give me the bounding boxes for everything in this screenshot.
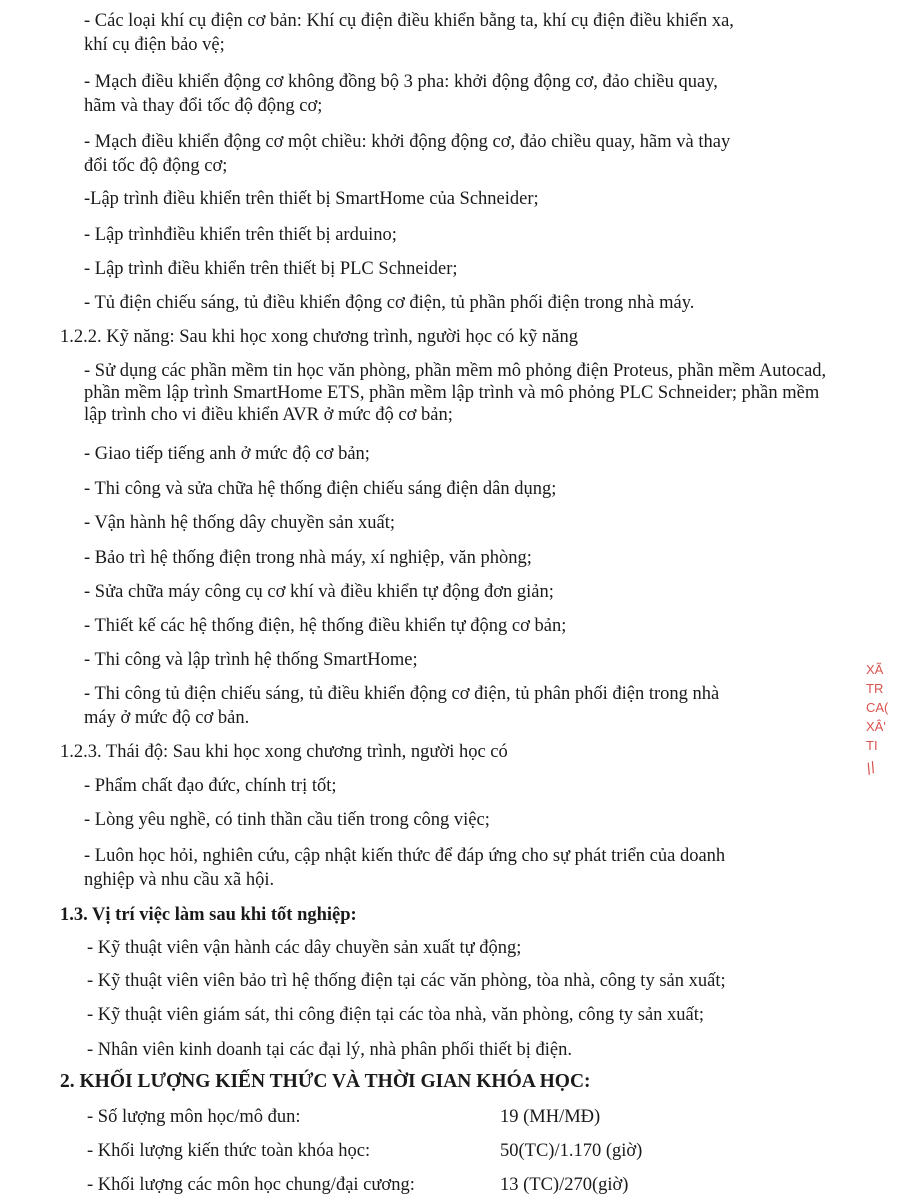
stamp-text: CA( (866, 700, 889, 715)
stamp-text: TI (866, 738, 878, 753)
red-stamp-fragment (866, 660, 902, 810)
knowledge-item: -Lập trình điều khiển trên thiết bị SmartHome của Schneider; (84, 189, 539, 209)
skills-item: máy ở mức độ cơ bản. (84, 708, 250, 728)
skills-item: - Bảo trì hệ thống điện trong nhà máy, xí nghiệp, văn phòng; (84, 548, 532, 568)
attitude-heading: 1.2.3. Thái độ: Sau khi học xong chương trình, người học có (60, 742, 508, 762)
knowledge-item: - Tủ điện chiếu sáng, tủ điều khiển động cơ điện, tủ phần phối điện trong nhà máy. (84, 293, 695, 313)
job-item: - Nhân viên kinh doanh tại các đại lý, nhà phân phối thiết bị điện. (87, 1040, 572, 1060)
knowledge-item: đổi tốc độ động cơ; (84, 156, 228, 176)
knowledge-item: - Lập trìnhđiều khiển trên thiết bị arduino; (84, 225, 397, 245)
knowledge-item: - Các loại khí cụ điện cơ bản: Khí cụ điện điều khiển bằng ta, khí cụ điện điều khiển xa, (84, 11, 734, 31)
stamp-mark: // (864, 759, 879, 779)
volume-row-label: - Số lượng môn học/mô đun: (87, 1107, 301, 1127)
knowledge-item: - Mạch điều khiển động cơ không đồng bộ 3 pha: khởi động động cơ, đảo chiều quay, (84, 72, 718, 92)
volume-row (87, 1140, 787, 1162)
skills-item: - Vận hành hệ thống dây chuyền sản xuất; (84, 513, 395, 533)
skills-item: - Giao tiếp tiếng anh ở mức độ cơ bản; (84, 444, 370, 464)
volume-row (87, 1106, 787, 1128)
stamp-text: TR (866, 681, 884, 696)
skills-item: - Sử dụng các phần mềm tin học văn phòng, phần mềm mô phỏng điện Proteus, phần mềm Autocad, phần mềm lập trình SmartHome ETS, phần mềm lập trình và mô phỏng PLC Schneider; phần mềm lập trình cho vi điều khiển AVR ở mức độ cơ bản; (84, 361, 827, 425)
volume-row (87, 1174, 787, 1196)
job-item: - Kỹ thuật viên vận hành các dây chuyền sản xuất tự động; (87, 938, 522, 958)
volume-row-value: 50(TC)/1.170 (giờ) (500, 1141, 643, 1161)
skills-item: - Sửa chữa máy công cụ cơ khí và điều khiển tự động đơn giản; (84, 582, 554, 602)
knowledge-item: khí cụ điện bảo vệ; (84, 35, 225, 55)
skills-item: - Thi công và sửa chữa hệ thống điện chiếu sáng điện dân dụng; (84, 479, 557, 499)
skills-heading: 1.2.2. Kỹ năng: Sau khi học xong chương trình, người học có kỹ năng (60, 327, 578, 347)
volume-row-label: - Khối lượng kiến thức toàn khóa học: (87, 1141, 371, 1161)
knowledge-item: hãm và thay đổi tốc độ động cơ; (84, 96, 323, 116)
skills-item: - Thiết kế các hệ thống điện, hệ thống điều khiển tự động cơ bản; (84, 616, 567, 636)
volume-row-value: 13 (TC)/270(giờ) (500, 1175, 629, 1195)
skills-item: - Thi công tủ điện chiếu sáng, tủ điều khiển động cơ điện, tủ phân phối điện trong nhà (84, 684, 720, 704)
jobs-heading: 1.3. Vị trí việc làm sau khi tốt nghiệp: (60, 905, 357, 925)
job-item: - Kỹ thuật viên viên bảo trì hệ thống điện tại các văn phòng, tòa nhà, công ty sản xuất; (87, 971, 726, 991)
stamp-text: XÃ (866, 662, 884, 677)
job-item: - Kỹ thuật viên giám sát, thi công điện tại các tòa nhà, văn phòng, công ty sản xuất; (87, 1005, 705, 1025)
attitude-item: - Phẩm chất đạo đức, chính trị tốt; (84, 776, 337, 796)
knowledge-item: - Lập trình điều khiển trên thiết bị PLC Schneider; (84, 259, 458, 279)
attitude-item: - Lòng yêu nghề, có tinh thần cầu tiến trong công việc; (84, 810, 490, 830)
attitude-item: nghiệp và nhu cầu xã hội. (84, 870, 275, 890)
volume-row-label: - Khối lượng các môn học chung/đại cương: (87, 1175, 415, 1195)
volume-heading: 2. KHỐI LƯỢNG KIẾN THỨC VÀ THỜI GIAN KHÓA HỌC: (60, 1071, 591, 1092)
knowledge-item: - Mạch điều khiển động cơ một chiều: khởi động động cơ, đảo chiều quay, hãm và thay (84, 132, 731, 152)
stamp-text: XÂ' (866, 719, 886, 734)
attitude-item: - Luôn học hỏi, nghiên cứu, cập nhật kiến thức để đáp ứng cho sự phát triển của doanh (84, 846, 726, 866)
skills-item: - Thi công và lập trình hệ thống SmartHome; (84, 650, 418, 670)
volume-row-value: 19 (MH/MĐ) (500, 1107, 601, 1127)
